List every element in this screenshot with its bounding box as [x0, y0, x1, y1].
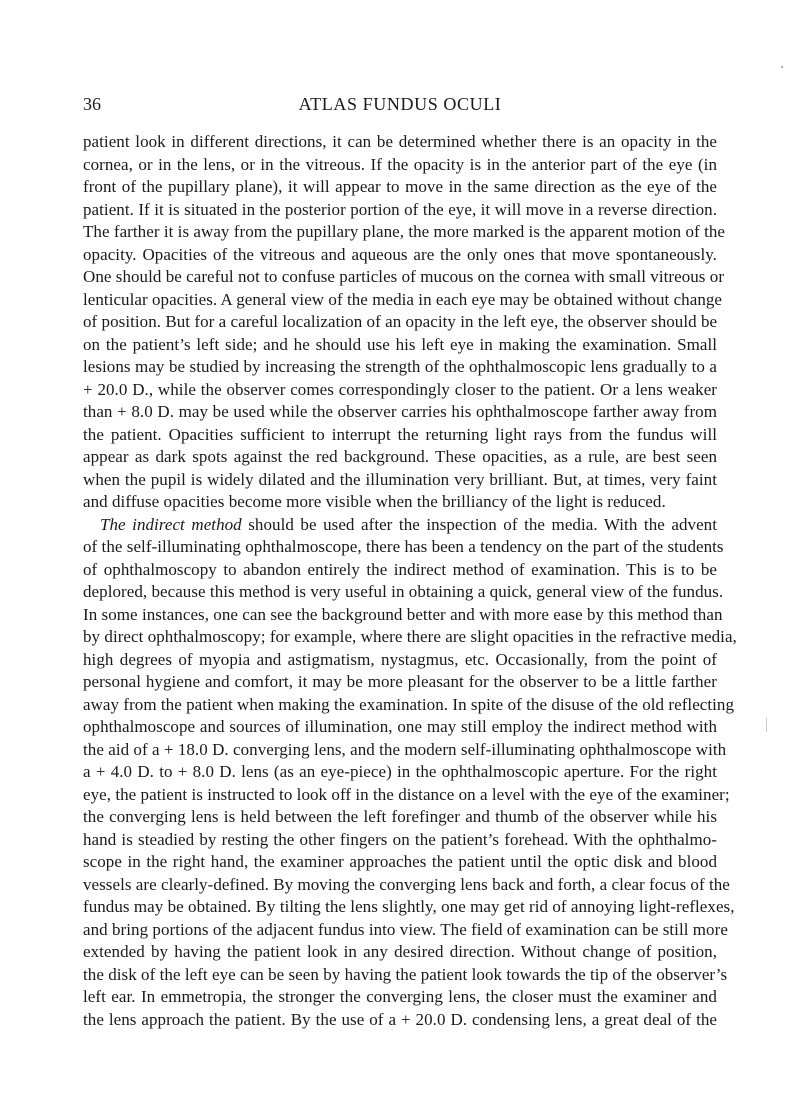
- text-line: and diffuse opacities become more visible when the brilliancy of the light is reduced.: [83, 492, 666, 511]
- text-line: + 20.0 D., while the observer comes correspondingly closer to the patient. Or a lens weaker: [83, 379, 717, 399]
- text-line: than + 8.0 D. may be used while the observer carries his ophthalmoscope farther away from: [83, 402, 717, 421]
- text-line: the patient. Opacities sufficient to interrupt the returning light rays from the fundus will: [83, 424, 717, 444]
- text-line: scope in the right hand, the examiner approaches the patient until the optic disk and blood: [83, 852, 717, 871]
- text-line: of the self-illuminating ophthalmoscope, there has been a tendency on the part of the students: [83, 537, 724, 556]
- text-line: by direct ophthalmoscopy; for example, where there are slight opacities in the refractive media,: [83, 627, 737, 646]
- text-line: the disk of the left eye can be seen by having the patient look towards the tip of the observer’s: [83, 964, 728, 984]
- text-line: left ear. In emmetropia, the stronger the converging lens, the closer must the examiner and: [83, 987, 717, 1006]
- text-line: the converging lens is held between the left forefinger and thumb of the observer while his: [83, 807, 717, 826]
- text-line: In some instances, one can see the background better and with more ease by this method than: [83, 604, 723, 624]
- text-line: extended by having the patient look in any desired direction. Without change of position,: [83, 942, 717, 961]
- text-line: and bring portions of the adjacent fundus into view. The field of examination can be still more: [83, 919, 728, 939]
- text-line: opacity. Opacities of the vitreous and aqueous are the only ones that move spontaneously.: [83, 244, 717, 264]
- text-line: One should be careful not to confuse particles of mucous on the cornea with small vitreous or: [83, 267, 725, 286]
- page-header: [83, 92, 717, 116]
- text-line: away from the patient when making the examination. In spite of the disuse of the old reflecting: [83, 694, 735, 714]
- page-number: 36: [83, 94, 101, 114]
- text-line: vessels are clearly-defined. By moving the converging lens back and forth, a clear focus of the: [83, 874, 730, 894]
- text-line: deplored, because this method is very useful in obtaining a quick, general view of the fundus.: [83, 582, 724, 601]
- paper-speck: [766, 718, 767, 732]
- text-line: eye, the patient is instructed to look off in the distance on a level with the eye of the examiner;: [83, 784, 730, 804]
- text-line: lesions may be studied by increasing the strength of the ophthalmoscopic lens gradually to a: [83, 357, 717, 376]
- italic-phrase: The indirect method: [100, 514, 242, 534]
- text-line: of ophthalmoscopy to abandon entirely the indirect method of examination. This is to be: [83, 559, 717, 579]
- running-head: ATLAS FUNDUS OCULI: [298, 94, 502, 114]
- text-line: The farther it is away from the pupillary plane, the more marked is the apparent motion of the: [83, 222, 725, 241]
- text-line: front of the pupillary plane), it will appear to move in the same direction as the eye of the: [83, 177, 717, 196]
- text-line: ophthalmoscope and sources of illumination, one may still employ the indirect method with: [83, 717, 717, 736]
- body-text: [83, 131, 737, 1031]
- text-line: cornea, or in the lens, or in the vitreous. If the opacity is in the anterior part of the eye (in: [83, 154, 717, 174]
- text-run: should be used after the inspection of the media. With the advent: [241, 514, 717, 534]
- text-line: on the patient’s left side; and he should use his left eye in making the examination. Small: [83, 334, 717, 354]
- text-line: patient look in different directions, it can be determined whether there is an opacity in the: [83, 132, 717, 151]
- text-line: high degrees of myopia and astigmatism, nystagmus, etc. Occasionally, from the point of: [83, 649, 717, 669]
- text-line: a + 4.0 D. to + 8.0 D. lens (as an eye-piece) in the ophthalmoscopic aperture. For the right: [83, 762, 717, 781]
- text-line: personal hygiene and comfort, it may be more pleasant for the observer to be a little farther: [83, 672, 717, 691]
- text-line: of position. But for a careful localization of an opacity in the left eye, the observer should be: [83, 312, 718, 331]
- text-line: the lens approach the patient. By the use of a + 20.0 D. condensing lens, a great deal of the: [83, 1009, 717, 1029]
- text-line: hand is steadied by resting the other fingers on the patient’s forehead. With the ophthalmo-: [83, 829, 717, 849]
- paper-speck: [781, 66, 783, 68]
- text-line: lenticular opacities. A general view of the media in each eye may be obtained without change: [83, 289, 723, 309]
- text-line: patient. If it is situated in the posterior portion of the eye, it will move in a reverse direction.: [83, 199, 717, 219]
- text-line: when the pupil is widely dilated and the illumination very brilliant. But, at times, very faint: [83, 469, 717, 489]
- paragraph-start-line: [83, 514, 717, 537]
- text-line: fundus may be obtained. By tilting the lens slightly, one may get rid of annoying light-reflexes,: [83, 897, 735, 916]
- text-line: the aid of a + 18.0 D. converging lens, and the modern self-illuminating ophthalmoscope with: [83, 739, 727, 759]
- text-line: appear as dark spots against the red background. These opacities, as a rule, are best seen: [83, 447, 717, 466]
